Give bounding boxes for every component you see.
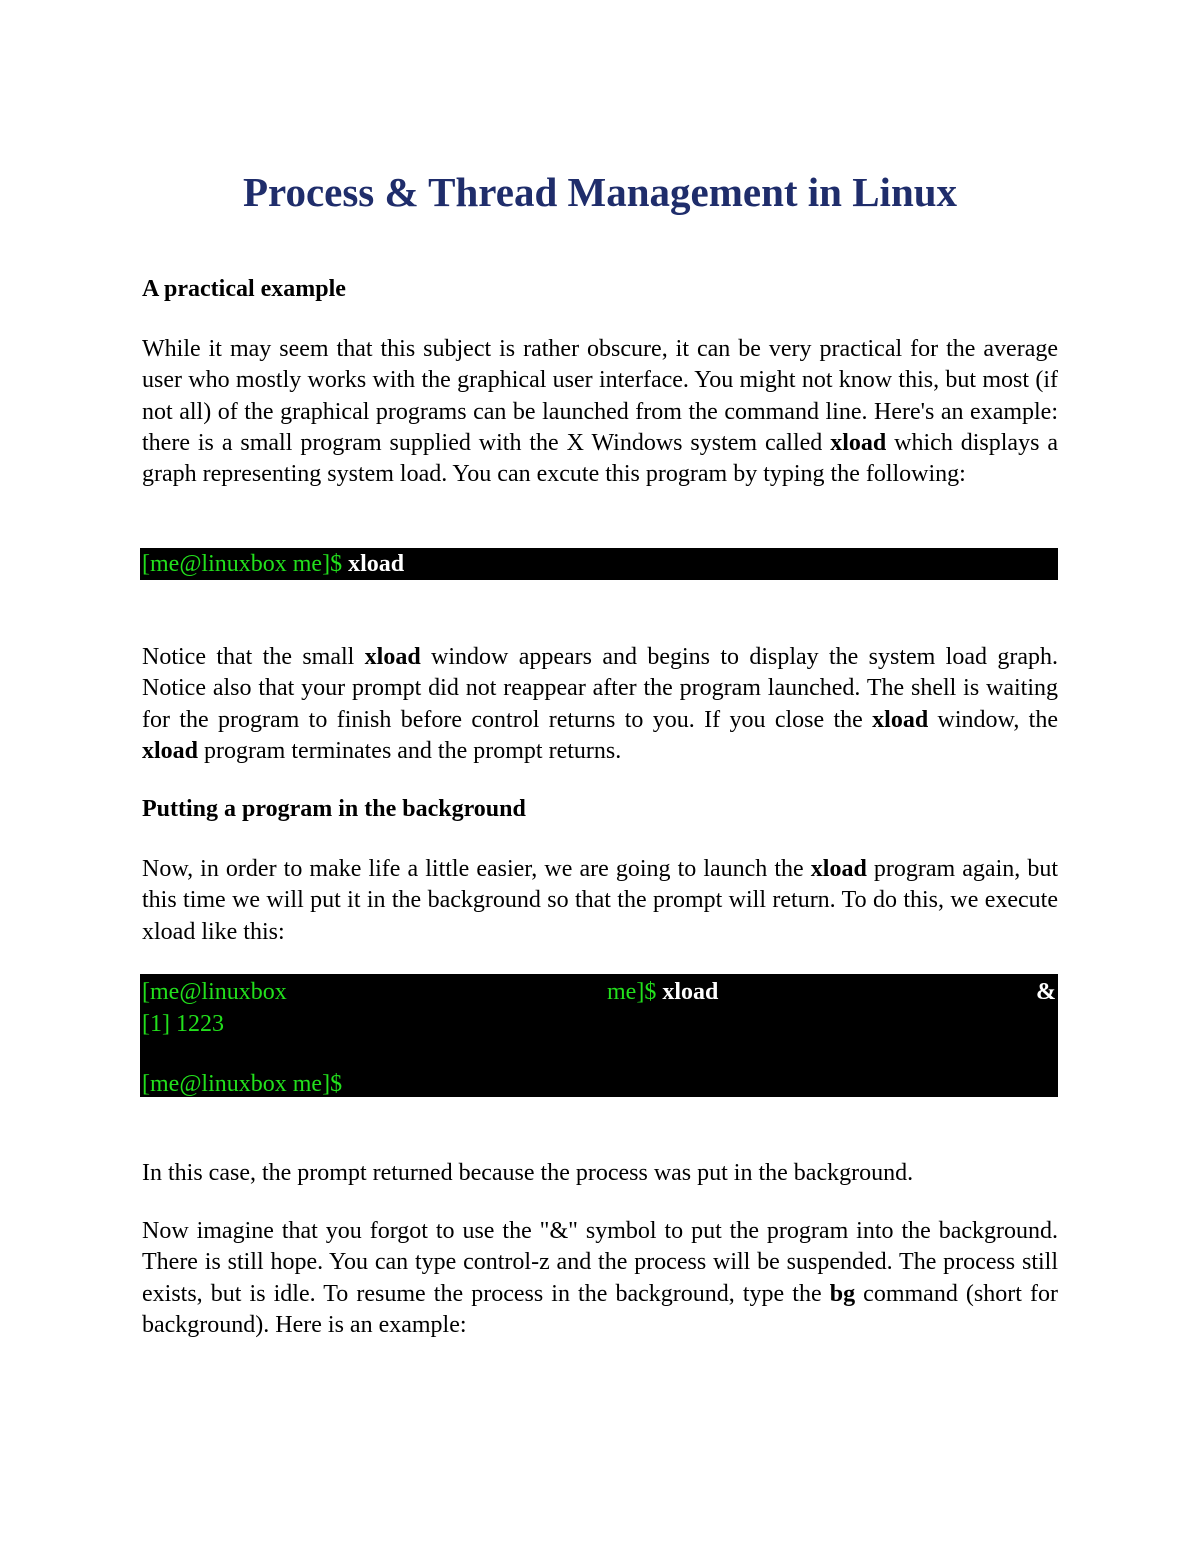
page-title: Process & Thread Management in Linux [242,169,958,215]
text-run: command (short for background). Here is an example: [142,1280,1058,1338]
terminal-prompt-dir: me]$ [607,979,657,1005]
terminal-prompt-host: [me@linuxbox [142,979,287,1005]
code-term: xload [872,706,929,733]
terminal-prompt: [me@linuxbox me]$ [142,551,343,577]
terminal-line [140,549,1058,579]
code-term: xload [142,737,199,764]
code-term: xload [830,429,887,456]
code-term: bg [829,1280,856,1307]
text-run: Notice that the small [142,644,365,670]
paragraph-control-z [142,1216,1058,1341]
terminal-ampersand: & [1036,979,1056,1005]
text-run: window appears and begins to display the system load graph. Notice also that your prompt did not reappear after the program launched. The shell is waiting for the program to finish before control returns to you. If you close the [142,644,1058,733]
terminal-line [140,977,1058,1007]
terminal-command: xload [656,979,719,1005]
text-run: program terminates and the prompt returns. [198,737,622,764]
paragraph-notice [142,642,1058,767]
text-run: which displays a graph representing system load. You can excute this program by typing the following: [142,429,1058,488]
paragraph-intro [142,334,1058,490]
paragraph-background-intro [142,854,1058,948]
code-term: xload [810,856,867,882]
terminal-command: xload [342,551,405,577]
text-run: Now imagine that you forgot to use the "&" symbol to put the program into the background. There is still hope. You can type control-z and the process will be suspended. The process still exists, but is idle. To resume the process in the background, type the [142,1218,1058,1307]
terminal-prompt-tail [607,977,718,1007]
text-run: While it may seem that this subject is rather obscure, it can be very practical for the average user who mostly works with the graphical user interface. You might not know this, but most (if not all) of the graphical programs can be launched from the command line. Here's an example: there is a small program supplied with the X Windows system called [142,336,1058,456]
text-run: Now, in order to make life a little easier, we are going to launch the [142,856,811,882]
section-heading-background: Putting a program in the background [142,796,526,822]
paragraph-prompt-returned: In this case, the prompt returned because the process was put in the background. [142,1160,914,1186]
terminal-job-output: [1] 1223 [142,1011,224,1037]
terminal-block-xload [140,548,1058,580]
section-heading-practical-example: A practical example [142,276,346,302]
text-run: program again, but this time we will put it in the background so that the prompt will return. To do this, we execute xload like this: [142,856,1058,945]
terminal-block-background [140,974,1058,1097]
text-run: window, the [928,706,1058,733]
code-term: xload [364,644,421,670]
terminal-prompt: [me@linuxbox me]$ [142,1071,343,1097]
